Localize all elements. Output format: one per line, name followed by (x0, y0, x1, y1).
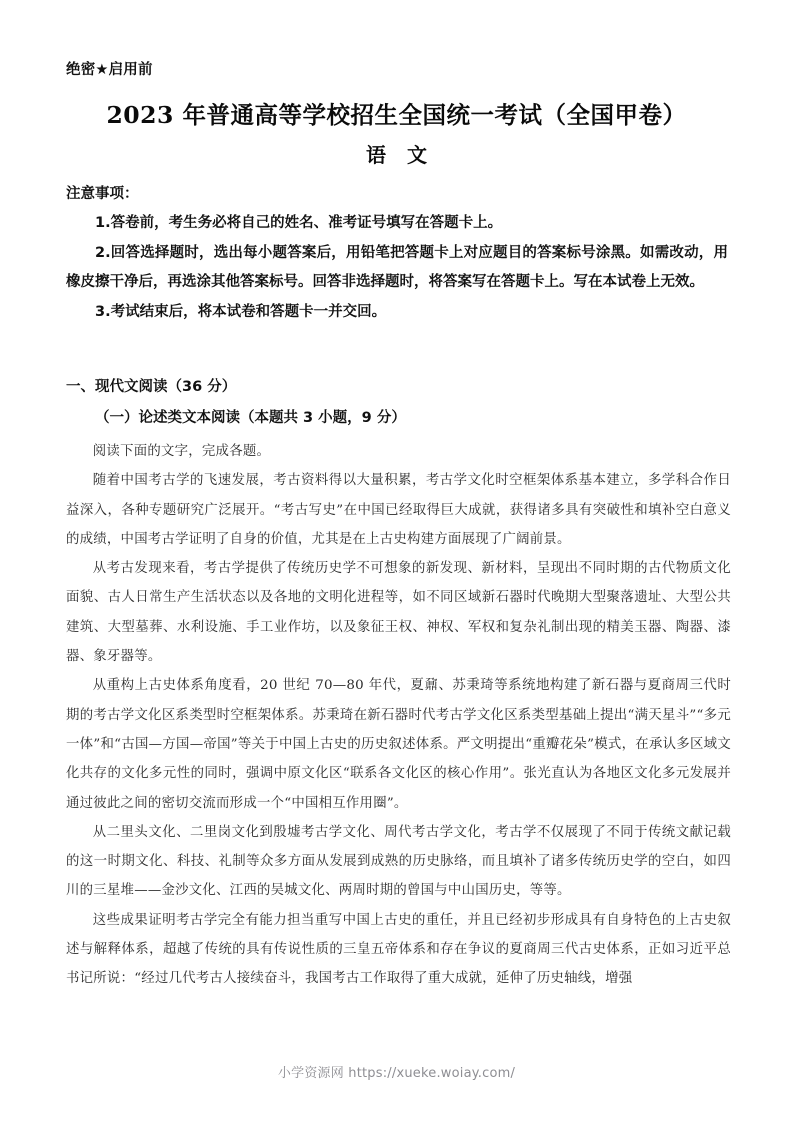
subject-title: 语 文 (366, 143, 434, 167)
passage-paragraph: 随着中国考古学的飞速发展，考古资料得以大量积累，考古学文化时空框架体系基本建立，多学科合作日益深入，各种专题研究广泛展开。“考古写史”在中国已经取得巨大成就，获得诸多具有突破性和填补空白意义的成绩，中国考古学证明了自身的价值，尤其是在上古史构建方面展现了广阔前景。 (66, 473, 731, 547)
notice-list (66, 209, 728, 327)
page-title: 2023 年普通高等学校招生全国统一考试（全国甲卷） (106, 101, 687, 129)
notice-heading: 注意事项： (66, 186, 139, 202)
passage-paragraph: 从重构上古史体系角度看，20 世纪 70—80 年代，夏鼐、苏秉琦等系统地构建了新石器与夏商周三代时期的考古学文化区系类型时空框架体系。苏秉琦在新石器时代考古学文化区系类型基础上提出“满天星斗”“多元一体”和“古国—方国—帝国”等关于中国上古史的历史叙述体系。严文明提出“重瓣花朵”模式，在承认多区域文化共存的文化多元性的同时，强调中原文化区“联系各文化区的核心作用”。张光直认为各地区文化多元发展并通过彼此之间的密切交流而形成一个“中国相互作用圈”。 (66, 678, 731, 811)
passage-paragraph: 这些成果证明考古学完全有能力担当重写中国上古史的重任，并且已经初步形成具有自身特色的上古史叙述与解释体系，超越了传统的具有传说性质的三皇五帝体系和存在争议的夏商周三代古史体系，正如习近平总书记所说：“经过几代考古人接续奋斗，我国考古工作取得了重大成就，延伸了历史轴线，增强 (66, 912, 731, 987)
section-heading-modern-reading: 一、现代文阅读（36 分） (66, 379, 237, 395)
notice-item: 3.考试结束后，将本试卷和答题卡一并交回。 (95, 303, 387, 320)
passage-body (66, 437, 731, 994)
passage-paragraph: 从二里头文化、二里岗文化到殷墟考古学文化、周代考古学文化，考古学不仅展现了不同于传统文献记载的这一时期文化、科技、礼制等众多方面从发展到成熟的历史脉络，而且填补了诸多传统历史学的空白，如四川的三星堆——金沙文化、江西的吴城文化、两周时期的曾国与中山国历史，等等。 (66, 824, 731, 899)
notice-item: 1.答卷前，考生务必将自己的姓名、准考证号填写在答题卡上。 (95, 215, 503, 231)
secret-mark: 绝密★启用前 (66, 62, 153, 78)
passage-instruction: 阅读下面的文字，完成各题。 (92, 444, 271, 459)
footer-watermark: 小学资源网 https://xueke.woiay.com/ (277, 1066, 516, 1081)
notice-item: 2.回答选择题时，选出每小题答案后，用铅笔把答题卡上对应题目的答案标号涂黑。如需改动，用橡皮擦干净后，再选涂其他答案标号。回答非选择题时，将答案写在答题卡上。写在本试卷上无效。 (66, 244, 728, 290)
passage-paragraph: 从考古发现来看，考古学提供了传统历史学不可想象的新发现、新材料，呈现出不同时期的古代物质文化面貌、古人日常生产生活状态以及各地的文明化进程等，如不同区域新石器时代晚期大型聚落遗址、大型公共建筑、大型墓葬、水利设施、手工业作坊，以及象征王权、神权、军权和复杂礼制出现的精美玉器、陶器、漆器、象牙器等。 (66, 561, 731, 665)
subsection-heading-argumentative-text: （一）论述类文本阅读（本题共 3 小题，9 分） (95, 410, 406, 426)
